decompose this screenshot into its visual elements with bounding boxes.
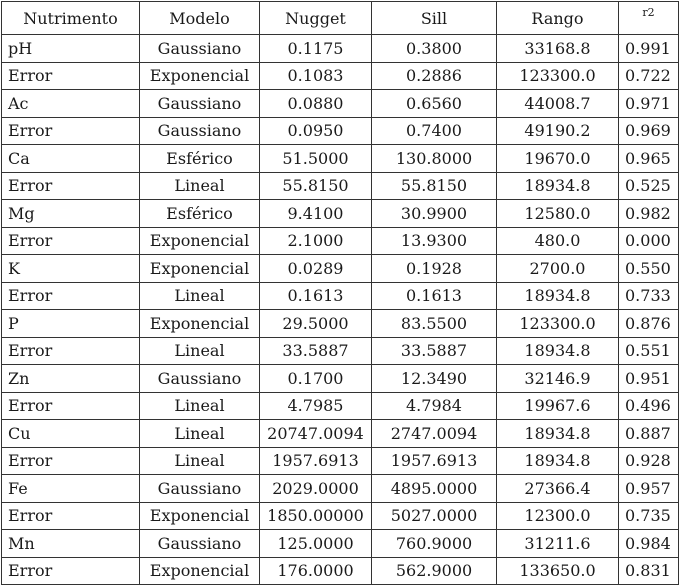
- cell-sill: 30.9900: [372, 200, 497, 228]
- table-row: [2, 557, 679, 585]
- table-row: [2, 282, 679, 310]
- cell-rango: 31211.6: [497, 530, 619, 558]
- cell-modelo: Esférico: [140, 200, 260, 228]
- cell-nutrimento: K: [2, 255, 140, 283]
- cell-nugget: 0.1083: [260, 62, 372, 90]
- table-row: [2, 62, 679, 90]
- cell-r2: 0.969: [619, 117, 679, 145]
- header-sill: Sill: [372, 2, 497, 35]
- cell-r2: 0.876: [619, 310, 679, 338]
- cell-sill: 4.7984: [372, 392, 497, 420]
- cell-r2: 0.887: [619, 420, 679, 448]
- cell-rango: 18934.8: [497, 172, 619, 200]
- cell-modelo: Exponencial: [140, 557, 260, 585]
- table-row: [2, 420, 679, 448]
- cell-nugget: 20747.0094: [260, 420, 372, 448]
- table-row: [2, 365, 679, 393]
- cell-nutrimento: Error: [2, 447, 140, 475]
- cell-r2: 0.496: [619, 392, 679, 420]
- cell-rango: 19967.6: [497, 392, 619, 420]
- cell-nutrimento: Error: [2, 117, 140, 145]
- cell-nugget: 55.8150: [260, 172, 372, 200]
- cell-rango: 18934.8: [497, 282, 619, 310]
- table-row: [2, 392, 679, 420]
- cell-sill: 0.1928: [372, 255, 497, 283]
- cell-rango: 49190.2: [497, 117, 619, 145]
- cell-nugget: 1957.6913: [260, 447, 372, 475]
- cell-nugget: 29.5000: [260, 310, 372, 338]
- cell-modelo: Lineal: [140, 420, 260, 448]
- cell-rango: 32146.9: [497, 365, 619, 393]
- cell-modelo: Lineal: [140, 447, 260, 475]
- cell-modelo: Gaussiano: [140, 475, 260, 503]
- cell-r2: 0.550: [619, 255, 679, 283]
- table-row: [2, 255, 679, 283]
- cell-r2: 0.951: [619, 365, 679, 393]
- cell-nugget: 33.5887: [260, 337, 372, 365]
- cell-modelo: Gaussiano: [140, 530, 260, 558]
- cell-modelo: Gaussiano: [140, 35, 260, 63]
- cell-modelo: Lineal: [140, 282, 260, 310]
- cell-nutrimento: pH: [2, 35, 140, 63]
- cell-r2: 0.982: [619, 200, 679, 228]
- cell-nugget: 176.0000: [260, 557, 372, 585]
- cell-nugget: 2029.0000: [260, 475, 372, 503]
- table-row: [2, 200, 679, 228]
- cell-r2: 0.735: [619, 502, 679, 530]
- cell-rango: 480.0: [497, 227, 619, 255]
- cell-nutrimento: Error: [2, 172, 140, 200]
- table-row: [2, 530, 679, 558]
- header-row: [2, 2, 679, 35]
- cell-modelo: Lineal: [140, 172, 260, 200]
- cell-rango: 12580.0: [497, 200, 619, 228]
- cell-modelo: Esférico: [140, 145, 260, 173]
- cell-nutrimento: Error: [2, 392, 140, 420]
- cell-r2: 0.733: [619, 282, 679, 310]
- cell-sill: 1957.6913: [372, 447, 497, 475]
- variogram-table: [1, 1, 679, 585]
- cell-nutrimento: Mg: [2, 200, 140, 228]
- cell-rango: 123300.0: [497, 310, 619, 338]
- cell-sill: 0.6560: [372, 90, 497, 118]
- cell-modelo: Gaussiano: [140, 365, 260, 393]
- cell-nutrimento: Ac: [2, 90, 140, 118]
- cell-modelo: Lineal: [140, 392, 260, 420]
- cell-nutrimento: Fe: [2, 475, 140, 503]
- cell-r2: 0.551: [619, 337, 679, 365]
- cell-sill: 13.9300: [372, 227, 497, 255]
- cell-sill: 760.9000: [372, 530, 497, 558]
- cell-nutrimento: Error: [2, 337, 140, 365]
- cell-nugget: 0.0880: [260, 90, 372, 118]
- cell-modelo: Exponencial: [140, 62, 260, 90]
- cell-sill: 0.7400: [372, 117, 497, 145]
- cell-r2: 0.984: [619, 530, 679, 558]
- cell-sill: 562.9000: [372, 557, 497, 585]
- table-row: [2, 117, 679, 145]
- header-modelo: Modelo: [140, 2, 260, 35]
- cell-sill: 33.5887: [372, 337, 497, 365]
- cell-nugget: 1850.00000: [260, 502, 372, 530]
- cell-r2: 0.000: [619, 227, 679, 255]
- cell-sill: 0.1613: [372, 282, 497, 310]
- cell-nutrimento: Zn: [2, 365, 140, 393]
- header-r2: r2: [619, 2, 679, 35]
- table-body: [2, 35, 679, 585]
- cell-rango: 2700.0: [497, 255, 619, 283]
- table-row: [2, 35, 679, 63]
- cell-modelo: Lineal: [140, 337, 260, 365]
- cell-nutrimento: Error: [2, 62, 140, 90]
- cell-r2: 0.831: [619, 557, 679, 585]
- header-rango: Rango: [497, 2, 619, 35]
- cell-sill: 130.8000: [372, 145, 497, 173]
- cell-nutrimento: Error: [2, 282, 140, 310]
- cell-nugget: 4.7985: [260, 392, 372, 420]
- table-row: [2, 502, 679, 530]
- cell-nugget: 0.0289: [260, 255, 372, 283]
- cell-sill: 4895.0000: [372, 475, 497, 503]
- cell-sill: 0.2886: [372, 62, 497, 90]
- cell-sill: 55.8150: [372, 172, 497, 200]
- cell-modelo: Exponencial: [140, 227, 260, 255]
- cell-nugget: 0.0950: [260, 117, 372, 145]
- cell-nutrimento: P: [2, 310, 140, 338]
- cell-nugget: 9.4100: [260, 200, 372, 228]
- header-nugget: Nugget: [260, 2, 372, 35]
- table-row: [2, 310, 679, 338]
- cell-nugget: 0.1175: [260, 35, 372, 63]
- cell-rango: 123300.0: [497, 62, 619, 90]
- cell-modelo: Gaussiano: [140, 90, 260, 118]
- cell-nutrimento: Ca: [2, 145, 140, 173]
- cell-modelo: Exponencial: [140, 310, 260, 338]
- table-row: [2, 475, 679, 503]
- cell-r2: 0.957: [619, 475, 679, 503]
- table-row: [2, 447, 679, 475]
- cell-nugget: 51.5000: [260, 145, 372, 173]
- cell-nutrimento: Error: [2, 227, 140, 255]
- table-row: [2, 145, 679, 173]
- table-row: [2, 337, 679, 365]
- cell-rango: 133650.0: [497, 557, 619, 585]
- cell-modelo: Exponencial: [140, 502, 260, 530]
- table-row: [2, 227, 679, 255]
- cell-rango: 44008.7: [497, 90, 619, 118]
- cell-nugget: 0.1613: [260, 282, 372, 310]
- cell-nugget: 0.1700: [260, 365, 372, 393]
- cell-rango: 18934.8: [497, 447, 619, 475]
- cell-sill: 83.5500: [372, 310, 497, 338]
- cell-sill: 2747.0094: [372, 420, 497, 448]
- cell-rango: 27366.4: [497, 475, 619, 503]
- cell-nutrimento: Error: [2, 502, 140, 530]
- cell-sill: 12.3490: [372, 365, 497, 393]
- table-row: [2, 172, 679, 200]
- cell-nugget: 125.0000: [260, 530, 372, 558]
- cell-modelo: Exponencial: [140, 255, 260, 283]
- cell-nutrimento: Error: [2, 557, 140, 585]
- header-nutrimento: Nutrimento: [2, 2, 140, 35]
- cell-nutrimento: Mn: [2, 530, 140, 558]
- cell-nugget: 2.1000: [260, 227, 372, 255]
- cell-r2: 0.991: [619, 35, 679, 63]
- cell-r2: 0.722: [619, 62, 679, 90]
- cell-modelo: Gaussiano: [140, 117, 260, 145]
- cell-r2: 0.971: [619, 90, 679, 118]
- cell-sill: 0.3800: [372, 35, 497, 63]
- cell-rango: 18934.8: [497, 337, 619, 365]
- cell-rango: 33168.8: [497, 35, 619, 63]
- cell-rango: 12300.0: [497, 502, 619, 530]
- cell-r2: 0.525: [619, 172, 679, 200]
- cell-rango: 19670.0: [497, 145, 619, 173]
- cell-nutrimento: Cu: [2, 420, 140, 448]
- cell-r2: 0.928: [619, 447, 679, 475]
- cell-rango: 18934.8: [497, 420, 619, 448]
- cell-sill: 5027.0000: [372, 502, 497, 530]
- table-row: [2, 90, 679, 118]
- cell-r2: 0.965: [619, 145, 679, 173]
